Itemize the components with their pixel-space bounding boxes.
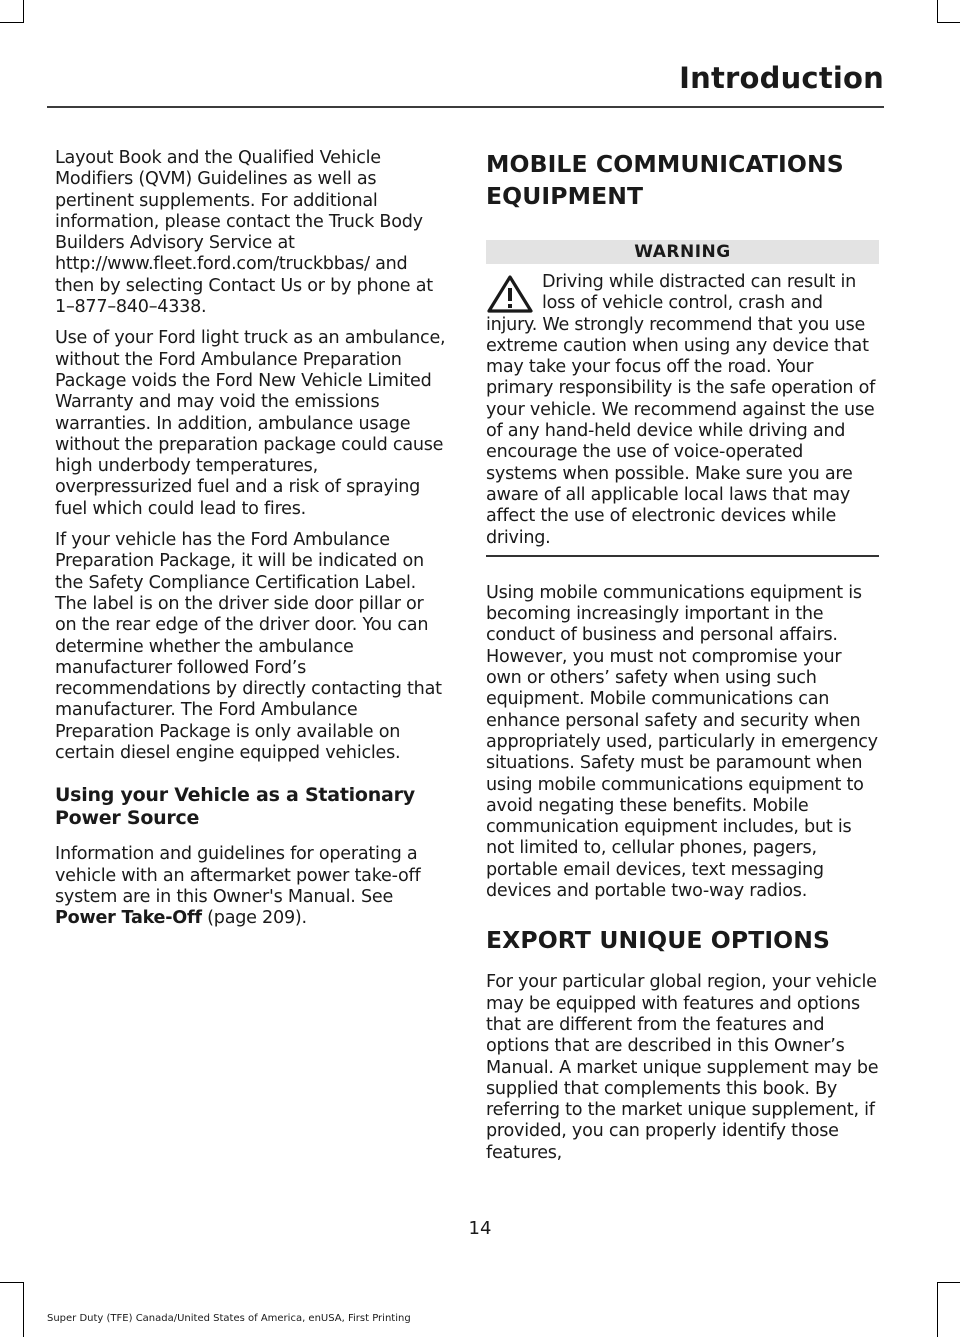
crop-mark bbox=[937, 1282, 938, 1337]
warning-banner: WARNING bbox=[486, 240, 879, 264]
paragraph: Using mobile communications equipment is becoming increasingly important in the conduct of business and personal affairs. However, you must not compromise your own or others’ safety when using such equipment. Mobile communications can enhance personal safety and security when appropriately used, particularly in emergency situations. Safety must be paramount when using mobile communications equipment to avoid negating these benefits. Mobile communication equipment includes, but is not limited to, cellular phones, pagers, portable email devices, text messaging devices and portable two-way radios. bbox=[486, 582, 878, 902]
section-heading: MOBILE COMMUNICATIONS EQUIPMENT bbox=[486, 150, 844, 210]
section-heading: Using your Vehicle as a Stationary Power Source bbox=[55, 784, 415, 830]
paragraph: If your vehicle has the Ford Ambulance Preparation Package, it will be indicated on the Safety Compliance Certification Label. The label is on the driver side door pillar or on the rear edge of the driver door. You can determine whether the ambulance manufacturer followed Ford’s recommendations by directly contacting that manufacturer. The Ford Ambulance Preparation Package is only available on certain diesel engine equipped vehicles. bbox=[55, 530, 442, 764]
crop-mark bbox=[937, 1282, 960, 1283]
left-column bbox=[55, 148, 447, 940]
crop-mark bbox=[23, 0, 24, 22]
crop-mark bbox=[23, 1282, 24, 1337]
header-divider bbox=[47, 106, 884, 108]
warning-box bbox=[486, 272, 879, 549]
crop-mark bbox=[0, 22, 24, 23]
edition-footer: Super Duty (TFE) Canada/United States of America, enUSA, First Printing bbox=[47, 1313, 411, 1324]
paragraph bbox=[55, 844, 447, 929]
warning-divider bbox=[486, 555, 879, 557]
warning-triangle-icon bbox=[486, 274, 534, 314]
paragraph: For your particular global region, your vehicle may be equipped with features and options that are different from the features and options that are described in this Owner’s Manual. A market unique supplement may be supplied that complements this book. By referring to the market unique supplement, if provided, you can properly identify those features, bbox=[486, 972, 879, 1163]
section-heading: EXPORT UNIQUE OPTIONS bbox=[486, 926, 831, 955]
page-number: 14 bbox=[468, 1218, 492, 1239]
paragraph-text: Information and guidelines for operating a vehicle with an aftermarket power take-off system are in this Owner's Manual. See bbox=[55, 844, 421, 907]
right-column bbox=[486, 148, 879, 1174]
crop-mark bbox=[937, 22, 960, 23]
crop-mark bbox=[937, 0, 938, 22]
paragraph: Use of your Ford light truck as an ambulance, without the Ford Ambulance Preparation Package voids the Ford New Vehicle Limited Warranty and may void the emissions warranties. In addition, ambulance usage without the preparation package could cause high underbody temperatures, overpressurized fuel and a risk of spraying fuel which could lead to fires. bbox=[55, 328, 446, 519]
page-title: Introduction bbox=[679, 61, 884, 95]
warning-text: Driving while distracted can result in loss of vehicle control, crash and injury. We strongly recommend that you use extreme caution when using any device that may take your focus off the road. Your primary responsibility is the safe operation of your vehicle. We recommend against the use of any hand-held device while driving and encourage the use of voice-operated systems when possible. Make sure you are aware of all applicable local laws that may affect the use of electronic devices while driving. bbox=[486, 272, 876, 548]
paragraph: Layout Book and the Qualified Vehicle Modifiers (QVM) Guidelines as well as pertinent supplements. For additional information, please contact the Truck Body Builders Advisory Service at http://www.fleet.ford.com/truckbbas/ and then by selecting Contact Us or by phone at 1–877–840–4338. bbox=[55, 148, 433, 318]
page-reference: (page 209). bbox=[207, 908, 307, 929]
cross-reference-link[interactable]: Power Take-Off bbox=[55, 908, 202, 929]
crop-mark bbox=[0, 1282, 24, 1283]
